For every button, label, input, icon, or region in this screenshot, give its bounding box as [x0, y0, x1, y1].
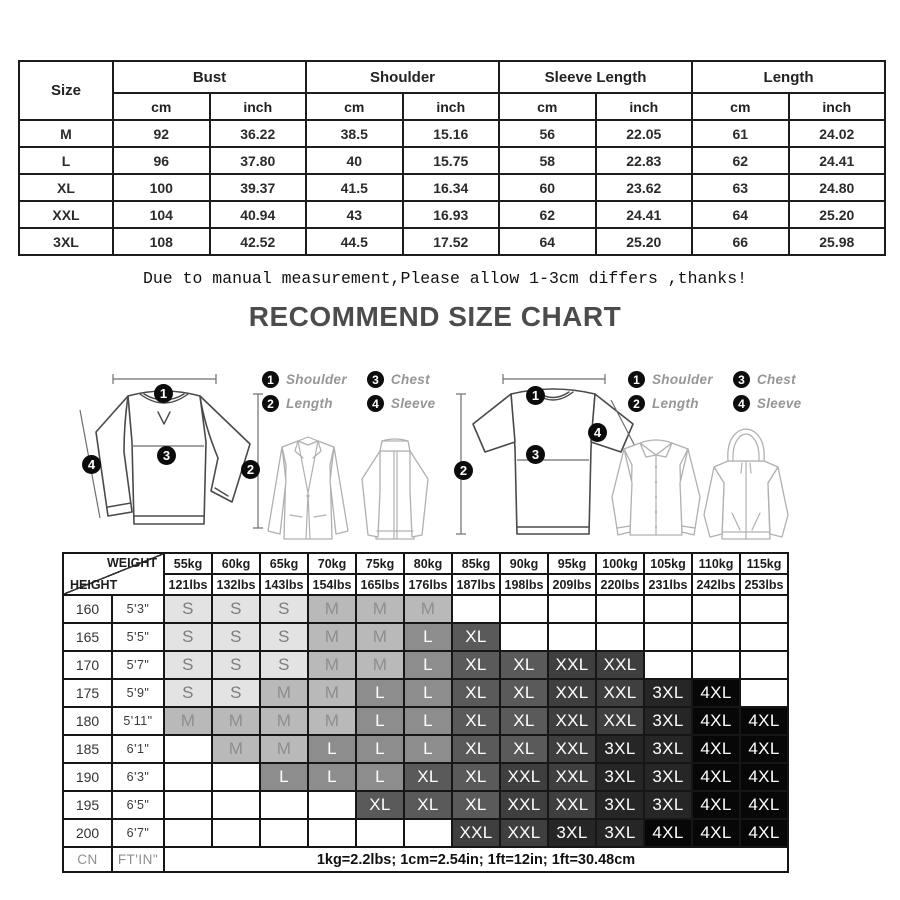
matrix-size-cell: 4XL — [692, 791, 740, 819]
matrix-height-cell: 195 — [63, 791, 112, 819]
spec-value-cell: 58 — [499, 147, 596, 174]
matrix-footer-row — [63, 847, 788, 872]
spec-value-cell: 22.05 — [596, 120, 693, 147]
matrix-height-cell: 160 — [63, 595, 112, 623]
weight-lbs-header: 220lbs — [596, 574, 644, 595]
matrix-size-cell: XL — [452, 735, 500, 763]
spec-value-cell: 39.37 — [210, 174, 307, 201]
matrix-ftin-cell: 6'1" — [112, 735, 164, 763]
matrix-size-cell: M — [212, 707, 260, 735]
weight-lbs-header: 242lbs — [692, 574, 740, 595]
matrix-size-cell: 3XL — [596, 791, 644, 819]
spec-value-cell: 16.93 — [403, 201, 500, 228]
matrix-size-cell: XL — [404, 791, 452, 819]
legend-label: Shoulder — [286, 372, 347, 387]
measurement-note: Due to manual measurement,Please allow 1-3cm differs ,thanks! — [143, 269, 747, 288]
matrix-size-cell: XL — [452, 707, 500, 735]
matrix-size-cell: 4XL — [740, 819, 788, 847]
matrix-size-cell: 4XL — [692, 819, 740, 847]
matrix-size-cell: L — [308, 763, 356, 791]
matrix-lbs-header-row — [63, 574, 788, 595]
matrix-empty-cell — [308, 819, 356, 847]
spec-size-cell: M — [19, 120, 113, 147]
spec-unit-row — [19, 93, 885, 120]
weight-kg-header: 55kg — [164, 553, 212, 574]
legend-entry — [262, 395, 347, 412]
matrix-ftin-cell: 6'3" — [112, 763, 164, 791]
matrix-size-cell: 4XL — [692, 763, 740, 791]
matrix-size-cell: 4XL — [692, 679, 740, 707]
spec-size-cell: XXL — [19, 201, 113, 228]
blazer-illustration — [262, 435, 354, 547]
sweatshirt-illustration — [58, 366, 270, 550]
shoulder-point-badge: 1 — [154, 384, 173, 403]
spec-value-cell: 64 — [692, 201, 789, 228]
length-point-badge: 2 — [241, 460, 260, 479]
weight-kg-header: 100kg — [596, 553, 644, 574]
matrix-size-cell: L — [404, 735, 452, 763]
matrix-size-cell: M — [308, 623, 356, 651]
weight-lbs-header: 253lbs — [740, 574, 788, 595]
matrix-empty-cell — [740, 623, 788, 651]
legend-entry — [733, 395, 802, 412]
matrix-ftin-cell: 6'7" — [112, 819, 164, 847]
matrix-size-cell: S — [212, 679, 260, 707]
spec-group-sleeve-length: Sleeve Length — [499, 61, 692, 93]
legend-label: Chest — [390, 372, 430, 387]
matrix-size-cell: S — [164, 651, 212, 679]
matrix-size-cell: L — [356, 763, 404, 791]
weight-label: WEIGHT — [107, 556, 157, 570]
matrix-size-cell: XL — [356, 791, 404, 819]
legend-label: Sleeve — [390, 396, 436, 411]
matrix-size-cell: XL — [500, 651, 548, 679]
matrix-size-cell: M — [356, 651, 404, 679]
matrix-size-cell: L — [404, 707, 452, 735]
weight-kg-header: 105kg — [644, 553, 692, 574]
weight-kg-header: 85kg — [452, 553, 500, 574]
size-spec-table — [18, 60, 886, 256]
matrix-size-cell: S — [212, 623, 260, 651]
legend-badge: 1 — [262, 371, 279, 388]
shirt-illustration — [606, 435, 706, 547]
matrix-size-cell: S — [164, 679, 212, 707]
matrix-ftin-cell: 6'5" — [112, 791, 164, 819]
matrix-empty-cell — [596, 623, 644, 651]
matrix-height-cell: 175 — [63, 679, 112, 707]
matrix-size-cell: S — [164, 595, 212, 623]
spec-value-cell: 25.98 — [789, 228, 886, 255]
spec-row — [19, 120, 885, 147]
matrix-size-cell: 3XL — [644, 679, 692, 707]
weight-kg-header: 80kg — [404, 553, 452, 574]
matrix-size-cell: 4XL — [740, 763, 788, 791]
matrix-body — [63, 595, 788, 847]
spec-value-cell: 63 — [692, 174, 789, 201]
matrix-size-cell: M — [308, 651, 356, 679]
matrix-row — [63, 791, 788, 819]
weight-lbs-header: 132lbs — [212, 574, 260, 595]
unit-cm: cm — [113, 93, 210, 120]
matrix-size-cell: M — [260, 707, 308, 735]
spec-size-cell: XL — [19, 174, 113, 201]
matrix-empty-cell — [740, 679, 788, 707]
matrix-size-cell: M — [212, 735, 260, 763]
matrix-ftin-cell: 5'3" — [112, 595, 164, 623]
spec-value-cell: 62 — [692, 147, 789, 174]
spec-group-bust: Bust — [113, 61, 306, 93]
spec-value-cell: 66 — [692, 228, 789, 255]
chest-point-badge: 3 — [526, 445, 545, 464]
legend-entry — [733, 371, 802, 388]
spec-value-cell: 22.83 — [596, 147, 693, 174]
spec-group-shoulder: Shoulder — [306, 61, 499, 93]
matrix-size-cell: S — [212, 651, 260, 679]
matrix-empty-cell — [164, 819, 212, 847]
unit-inch: inch — [789, 93, 886, 120]
unit-inch: inch — [403, 93, 500, 120]
matrix-empty-cell — [260, 819, 308, 847]
hoodie-drawing — [700, 427, 792, 547]
recommend-size-table — [62, 552, 789, 873]
matrix-row — [63, 707, 788, 735]
matrix-size-cell: XL — [452, 651, 500, 679]
matrix-size-cell: L — [308, 735, 356, 763]
legend-badge: 4 — [733, 395, 750, 412]
garment-measure-diagram — [0, 355, 900, 551]
legend-badge: 3 — [367, 371, 384, 388]
weight-lbs-header: 165lbs — [356, 574, 404, 595]
measure-legend — [262, 371, 436, 412]
matrix-row — [63, 595, 788, 623]
matrix-size-cell: 4XL — [740, 735, 788, 763]
matrix-size-cell: L — [356, 707, 404, 735]
spec-value-cell: 104 — [113, 201, 210, 228]
matrix-empty-cell — [308, 791, 356, 819]
matrix-empty-cell — [164, 735, 212, 763]
spec-value-cell: 64 — [499, 228, 596, 255]
matrix-size-cell: 4XL — [644, 819, 692, 847]
matrix-row — [63, 735, 788, 763]
spec-value-cell: 24.41 — [789, 147, 886, 174]
matrix-empty-cell — [164, 763, 212, 791]
matrix-empty-cell — [740, 651, 788, 679]
matrix-size-cell: XXL — [548, 735, 596, 763]
matrix-empty-cell — [644, 595, 692, 623]
spec-size-cell: L — [19, 147, 113, 174]
matrix-size-cell: XL — [452, 623, 500, 651]
weight-kg-header: 65kg — [260, 553, 308, 574]
matrix-empty-cell — [644, 623, 692, 651]
matrix-size-cell: XXL — [500, 819, 548, 847]
unit-inch: inch — [596, 93, 693, 120]
spec-size-cell: 3XL — [19, 228, 113, 255]
spec-value-cell: 36.22 — [210, 120, 307, 147]
legend-entry — [367, 395, 436, 412]
matrix-height-cell: 170 — [63, 651, 112, 679]
matrix-size-cell: XXL — [500, 791, 548, 819]
matrix-size-cell: M — [308, 707, 356, 735]
spec-value-cell: 61 — [692, 120, 789, 147]
matrix-size-cell: XXL — [548, 707, 596, 735]
matrix-empty-cell — [500, 595, 548, 623]
matrix-empty-cell — [500, 623, 548, 651]
matrix-size-cell: 3XL — [596, 819, 644, 847]
legend-label: Length — [286, 396, 333, 411]
matrix-size-cell: S — [260, 651, 308, 679]
length-point-badge: 2 — [454, 461, 473, 480]
weight-lbs-header: 176lbs — [404, 574, 452, 595]
matrix-height-cell: 200 — [63, 819, 112, 847]
matrix-size-cell: XL — [500, 707, 548, 735]
matrix-empty-cell — [644, 651, 692, 679]
matrix-row — [63, 623, 788, 651]
matrix-size-cell: M — [260, 679, 308, 707]
sleeve-point-badge: 4 — [588, 423, 607, 442]
matrix-size-cell: 4XL — [692, 707, 740, 735]
matrix-row — [63, 819, 788, 847]
unit-inch: inch — [210, 93, 307, 120]
spec-row — [19, 174, 885, 201]
matrix-size-cell: XXL — [548, 763, 596, 791]
matrix-size-cell: XL — [452, 763, 500, 791]
matrix-size-cell: L — [404, 623, 452, 651]
spec-row — [19, 201, 885, 228]
matrix-size-cell: M — [164, 707, 212, 735]
weight-kg-header: 75kg — [356, 553, 404, 574]
matrix-empty-cell — [452, 595, 500, 623]
sleeve-point-badge: 4 — [82, 455, 101, 474]
matrix-size-cell: XXL — [596, 651, 644, 679]
matrix-size-cell: XL — [452, 791, 500, 819]
weight-lbs-header: 187lbs — [452, 574, 500, 595]
matrix-size-cell: M — [404, 595, 452, 623]
matrix-size-cell: 3XL — [644, 791, 692, 819]
weight-kg-header: 60kg — [212, 553, 260, 574]
matrix-size-cell: M — [308, 679, 356, 707]
matrix-kg-header-row — [63, 553, 788, 574]
legend-badge: 2 — [628, 395, 645, 412]
zip-jacket-drawing — [352, 431, 438, 549]
spec-value-cell: 43 — [306, 201, 403, 228]
spec-value-cell: 41.5 — [306, 174, 403, 201]
matrix-row — [63, 763, 788, 791]
legend-entry — [262, 371, 347, 388]
weight-height-diagonal-cell — [63, 553, 164, 595]
matrix-size-cell: XL — [452, 679, 500, 707]
spec-value-cell: 24.41 — [596, 201, 693, 228]
matrix-size-cell: S — [164, 623, 212, 651]
matrix-empty-cell — [596, 595, 644, 623]
spec-value-cell: 38.5 — [306, 120, 403, 147]
spec-value-cell: 62 — [499, 201, 596, 228]
matrix-size-cell: 4XL — [692, 735, 740, 763]
weight-lbs-header: 231lbs — [644, 574, 692, 595]
cn-label: CN — [63, 847, 112, 872]
blazer-drawing — [262, 435, 354, 547]
spec-value-cell: 25.20 — [789, 201, 886, 228]
matrix-empty-cell — [404, 819, 452, 847]
shoulder-point-badge: 1 — [526, 386, 545, 405]
matrix-size-cell: XL — [500, 735, 548, 763]
shirt-drawing — [606, 435, 706, 547]
unit-cm: cm — [692, 93, 789, 120]
spec-value-cell: 15.16 — [403, 120, 500, 147]
matrix-size-cell: L — [356, 679, 404, 707]
legend-badge: 4 — [367, 395, 384, 412]
legend-label: Shoulder — [652, 372, 713, 387]
matrix-size-cell: XL — [500, 679, 548, 707]
matrix-empty-cell — [692, 623, 740, 651]
spec-value-cell: 24.80 — [789, 174, 886, 201]
matrix-empty-cell — [692, 595, 740, 623]
legend-badge: 2 — [262, 395, 279, 412]
recommend-size-chart-title: RECOMMEND SIZE CHART — [248, 301, 622, 332]
matrix-size-cell: S — [212, 595, 260, 623]
matrix-size-cell: XXL — [596, 679, 644, 707]
spec-value-cell: 37.80 — [210, 147, 307, 174]
matrix-empty-cell — [356, 819, 404, 847]
legend-badge: 1 — [628, 371, 645, 388]
matrix-size-cell: 3XL — [596, 735, 644, 763]
matrix-height-cell: 190 — [63, 763, 112, 791]
spec-value-cell: 96 — [113, 147, 210, 174]
weight-lbs-header: 198lbs — [500, 574, 548, 595]
spec-value-cell: 40.94 — [210, 201, 307, 228]
matrix-size-cell: 3XL — [644, 763, 692, 791]
matrix-empty-cell — [692, 651, 740, 679]
matrix-empty-cell — [548, 595, 596, 623]
spec-group-length: Length — [692, 61, 885, 93]
chest-point-badge: 3 — [157, 446, 176, 465]
unit-cm: cm — [306, 93, 403, 120]
matrix-size-cell: L — [260, 763, 308, 791]
matrix-size-cell: L — [404, 679, 452, 707]
matrix-size-cell: M — [356, 623, 404, 651]
spec-table-body — [19, 120, 885, 255]
ftin-label: FT'IN" — [112, 847, 164, 872]
matrix-row — [63, 679, 788, 707]
spec-value-cell: 92 — [113, 120, 210, 147]
legend-label: Length — [652, 396, 699, 411]
weight-lbs-header: 143lbs — [260, 574, 308, 595]
weight-lbs-header: 154lbs — [308, 574, 356, 595]
unit-cm: cm — [499, 93, 596, 120]
legend-label: Chest — [756, 372, 796, 387]
spec-value-cell: 17.52 — [403, 228, 500, 255]
matrix-size-cell: XXL — [548, 679, 596, 707]
matrix-size-cell: 3XL — [596, 763, 644, 791]
matrix-size-cell: 4XL — [740, 791, 788, 819]
matrix-row — [63, 651, 788, 679]
matrix-size-cell: XL — [404, 763, 452, 791]
spec-value-cell: 25.20 — [596, 228, 693, 255]
matrix-empty-cell — [548, 623, 596, 651]
matrix-size-cell: 3XL — [644, 735, 692, 763]
weight-kg-header: 70kg — [308, 553, 356, 574]
matrix-empty-cell — [740, 595, 788, 623]
hoodie-illustration — [700, 427, 792, 547]
matrix-size-cell: 4XL — [740, 707, 788, 735]
height-label: HEIGHT — [70, 578, 118, 592]
matrix-height-cell: 180 — [63, 707, 112, 735]
matrix-size-cell: 3XL — [548, 819, 596, 847]
matrix-size-cell: M — [356, 595, 404, 623]
matrix-size-cell: XXL — [548, 651, 596, 679]
matrix-height-cell: 165 — [63, 623, 112, 651]
matrix-size-cell: XXL — [452, 819, 500, 847]
matrix-size-cell: XXL — [500, 763, 548, 791]
legend-entry — [367, 371, 436, 388]
spec-value-cell: 44.5 — [306, 228, 403, 255]
conversion-note: 1kg=2.2lbs; 1cm=2.54in; 1ft=12in; 1ft=30.48cm — [164, 847, 788, 872]
legend-badge: 3 — [733, 371, 750, 388]
spec-header-row — [19, 61, 885, 93]
matrix-size-cell: XXL — [548, 791, 596, 819]
spec-value-cell: 23.62 — [596, 174, 693, 201]
spec-row — [19, 147, 885, 174]
spec-value-cell: 60 — [499, 174, 596, 201]
matrix-size-cell: 3XL — [644, 707, 692, 735]
matrix-ftin-cell: 5'7" — [112, 651, 164, 679]
spec-row — [19, 228, 885, 255]
matrix-empty-cell — [164, 791, 212, 819]
weight-lbs-header: 209lbs — [548, 574, 596, 595]
weight-lbs-header: 121lbs — [164, 574, 212, 595]
matrix-size-cell: L — [356, 735, 404, 763]
matrix-empty-cell — [260, 791, 308, 819]
spec-value-cell: 42.52 — [210, 228, 307, 255]
spec-value-cell: 24.02 — [789, 120, 886, 147]
spec-size-header: Size — [19, 61, 113, 120]
matrix-empty-cell — [212, 763, 260, 791]
matrix-size-cell: XXL — [596, 707, 644, 735]
weight-kg-header: 110kg — [692, 553, 740, 574]
matrix-size-cell: L — [404, 651, 452, 679]
zip-jacket-illustration — [352, 431, 438, 549]
matrix-ftin-cell: 5'11" — [112, 707, 164, 735]
spec-value-cell: 56 — [499, 120, 596, 147]
spec-value-cell: 40 — [306, 147, 403, 174]
weight-kg-header: 90kg — [500, 553, 548, 574]
matrix-empty-cell — [212, 791, 260, 819]
matrix-empty-cell — [212, 819, 260, 847]
spec-value-cell: 15.75 — [403, 147, 500, 174]
matrix-ftin-cell: 5'5" — [112, 623, 164, 651]
matrix-ftin-cell: 5'9" — [112, 679, 164, 707]
matrix-size-cell: M — [260, 735, 308, 763]
legend-label: Sleeve — [756, 396, 802, 411]
matrix-size-cell: S — [260, 623, 308, 651]
matrix-size-cell: S — [260, 595, 308, 623]
spec-value-cell: 108 — [113, 228, 210, 255]
matrix-size-cell: M — [308, 595, 356, 623]
matrix-height-cell: 185 — [63, 735, 112, 763]
spec-value-cell: 16.34 — [403, 174, 500, 201]
weight-kg-header: 95kg — [548, 553, 596, 574]
weight-kg-header: 115kg — [740, 553, 788, 574]
spec-value-cell: 100 — [113, 174, 210, 201]
